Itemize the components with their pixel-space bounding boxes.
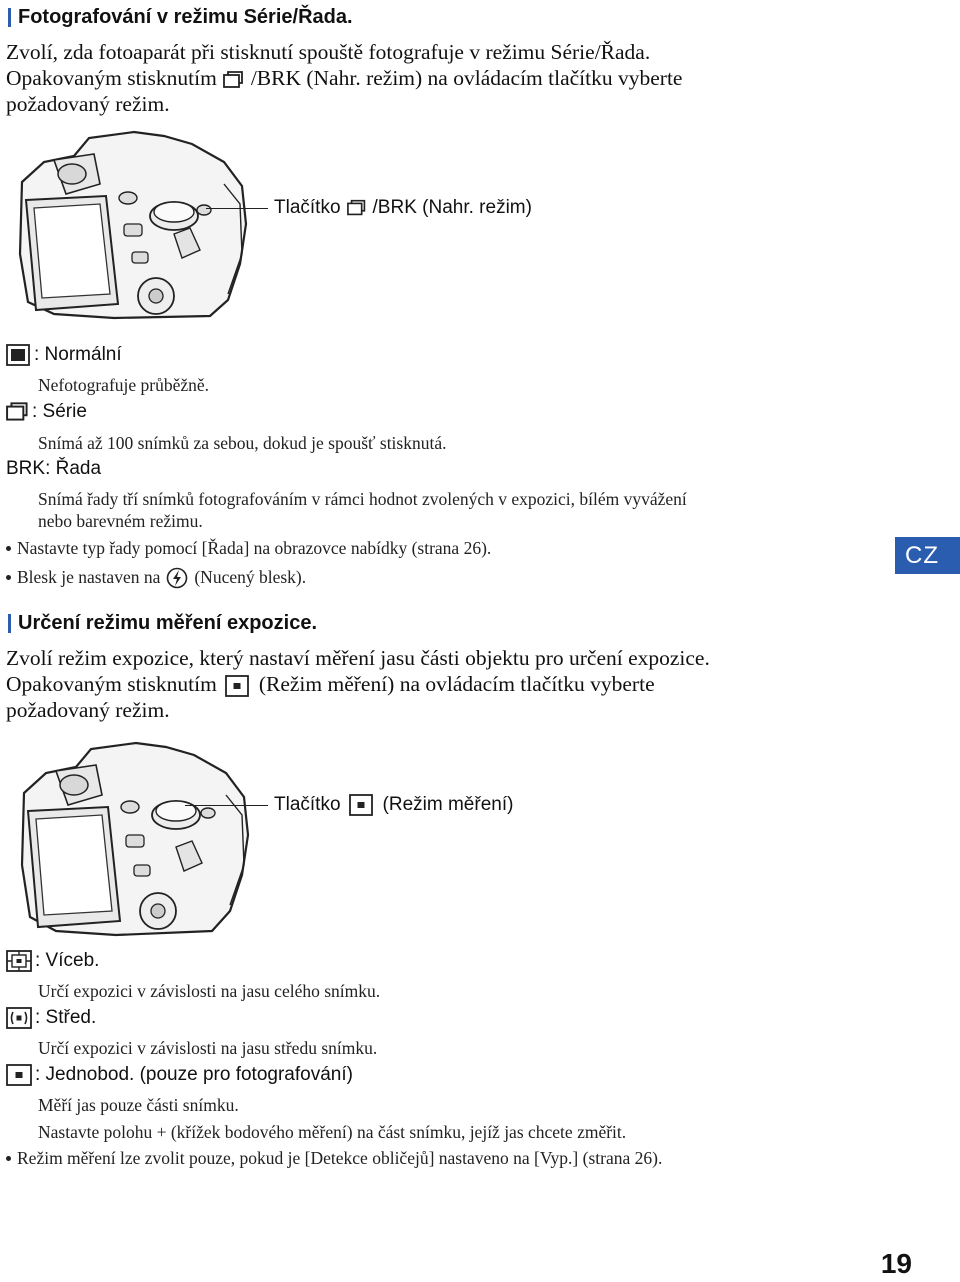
bullet-dot xyxy=(6,546,11,551)
intro-paragraph-burst xyxy=(6,39,886,117)
heading-text: Určení režimu měření expozice. xyxy=(18,612,318,634)
intro-line: požadovaný režim. xyxy=(6,92,170,116)
callout-line xyxy=(185,805,268,806)
mode-spot-desc: Měří jas pouze části snímku. xyxy=(38,1095,239,1115)
heading-accent-bar xyxy=(8,614,11,633)
mode-bracket-desc: Snímá řady tří snímků fotografováním v rámci hodnot zvolených v expozici, bílém vyvážení xyxy=(38,489,687,509)
intro-paragraph-metering xyxy=(6,645,886,723)
mode-spot-title: : Jednobod. (pouze pro fotografování) xyxy=(6,1064,353,1086)
mode-multi-desc: Určí expozici v závislosti na jasu celého snímku. xyxy=(38,981,381,1001)
note-bullet: Nastavte typ řady pomocí [Řada] na obrazovce nabídky (strana 26). xyxy=(6,538,491,559)
heading-accent-bar xyxy=(8,8,11,27)
intro-line: Zvolí režim expozice, který nastaví měření jasu části objektu pro určení expozice. xyxy=(6,646,710,670)
mode-spot-desc-2: Nastavte polohu + (křížek bodového měření) na část snímku, jejíž jas chcete změřit. xyxy=(38,1122,627,1142)
mode-normal-title: : Normální xyxy=(6,344,122,366)
mode-bracket-title: BRK: Řada xyxy=(6,458,102,479)
camera-illustration-top xyxy=(14,124,254,324)
language-tab: CZ xyxy=(895,537,960,574)
mode-bracket-desc-2: nebo barevném režimu. xyxy=(38,511,203,531)
note-bullet: Blesk je nastaven na (Nucený blesk). xyxy=(6,566,306,589)
multi-metering-icon xyxy=(6,950,32,972)
forced-flash-icon xyxy=(166,566,188,589)
mode-center-desc: Určí expozici v závislosti na jasu středu snímku. xyxy=(38,1038,378,1058)
mode-burst-desc: Snímá až 100 snímků za sebou, dokud je spoušť stisknutá. xyxy=(38,433,447,453)
bullet-dot xyxy=(6,575,11,580)
spot-metering-icon xyxy=(6,1064,32,1086)
camera-illustration-bottom xyxy=(16,735,256,940)
section-heading-metering xyxy=(8,612,317,635)
page-number: 19 xyxy=(880,1248,912,1279)
intro-line: Zvolí, zda fotoaparát při stisknutí spouště fotografuje v režimu Série/Řada. xyxy=(6,40,651,64)
bullet-dot xyxy=(6,1156,11,1161)
callout-line xyxy=(206,208,268,209)
intro-line: Opakovaným stisknutím (Režim měření) na ovládacím tlačítku vyberte xyxy=(6,672,655,697)
callout-burst-button: Tlačítko /BRK (Nahr. režim) xyxy=(274,197,532,218)
burst-icon xyxy=(6,401,32,423)
spot-metering-icon xyxy=(225,671,249,697)
burst-icon xyxy=(223,65,247,91)
intro-line: Opakovaným stisknutím /BRK (Nahr. režim) na ovládacím tlačítku vyberte xyxy=(6,66,683,90)
heading-text: Fotografování v režimu Série/Řada. xyxy=(18,6,353,28)
intro-line: požadovaný režim. xyxy=(6,698,170,723)
mode-multi-title: : Víceb. xyxy=(6,950,99,972)
center-metering-icon xyxy=(6,1007,32,1029)
section-heading-burst xyxy=(8,6,353,29)
spot-metering-icon xyxy=(349,794,373,816)
note-bullet: Režim měření lze zvolit pouze, pokud je [Detekce obličejů] nastaveno na [Vyp.] (strana 26). xyxy=(6,1148,662,1169)
mode-normal-desc: Nefotografuje průběžně. xyxy=(38,375,210,395)
mode-burst-title: : Série xyxy=(6,401,87,423)
mode-center-title: : Střed. xyxy=(6,1007,96,1029)
callout-metering-button: Tlačítko (Režim měření) xyxy=(274,794,514,815)
burst-icon xyxy=(347,197,369,219)
single-frame-icon xyxy=(6,344,30,366)
